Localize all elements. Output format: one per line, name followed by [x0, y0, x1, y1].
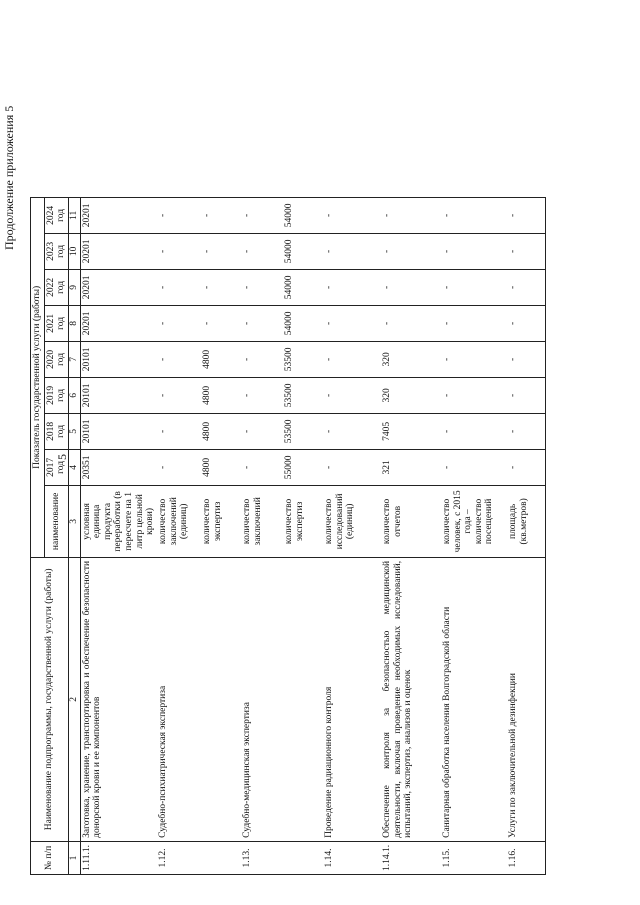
value-2020: 4800: [201, 341, 241, 377]
value-2018: 4800: [201, 413, 241, 449]
row-description: Судебно-медицинская экспертиза: [241, 557, 283, 841]
table-row: [241, 197, 283, 874]
value-2024: 20201: [80, 197, 157, 233]
value-2017: 55000: [283, 449, 323, 485]
value-2023: -: [381, 233, 441, 269]
value-2017: -: [323, 449, 381, 485]
header-year-2021: 2021 год: [44, 305, 68, 341]
continuation-label: Продолжение приложения 5: [2, 105, 16, 250]
value-2017: -: [441, 449, 507, 485]
value-2018: 53500: [283, 413, 323, 449]
row-description: Проведение радиационного контроля: [323, 557, 381, 841]
colnum-11: 11: [68, 197, 80, 233]
row-description: Заготовка, хранение, транспортировка и обеспечение безопасности донорской крови и ее компонентов: [80, 557, 157, 841]
value-2018: -: [507, 413, 546, 449]
colnum-2: 2: [68, 557, 80, 841]
value-2022: -: [241, 269, 283, 305]
value-2018: -: [241, 413, 283, 449]
value-2019: -: [323, 377, 381, 413]
row-unit: количество экспертиз: [283, 485, 323, 557]
value-2019: -: [157, 377, 201, 413]
value-2019: 320: [381, 377, 441, 413]
value-2023: -: [441, 233, 507, 269]
row-unit: количество отчетов: [381, 485, 441, 557]
row-description: [201, 557, 241, 841]
header-year-2018: 2018 год: [44, 413, 68, 449]
value-2024: -: [441, 197, 507, 233]
row-unit: количество человек, с 2015 года – количество посещений: [441, 485, 507, 557]
value-2022: -: [157, 269, 201, 305]
header-name: Наименование подпрограммы, государственной услуги (работы): [31, 557, 69, 841]
row-number: [283, 841, 323, 874]
value-2021: -: [323, 305, 381, 341]
value-2024: -: [201, 197, 241, 233]
value-2023: 20201: [80, 233, 157, 269]
header-year-2019: 2019 год: [44, 377, 68, 413]
value-2021: 54000: [283, 305, 323, 341]
colnum-3: 3: [68, 485, 80, 557]
row-number: 1.14.1.: [381, 841, 441, 874]
table-row: [323, 197, 381, 874]
table-row: [507, 197, 546, 874]
value-2022: 54000: [283, 269, 323, 305]
value-2017: -: [157, 449, 201, 485]
header-year-2017: 2017 год: [44, 449, 68, 485]
colnum-10: 10: [68, 233, 80, 269]
row-unit: количество заключений (единиц): [157, 485, 201, 557]
row-description: Обеспечение контроля за безопасностью медицинской деятельности, включая проведение необходимых исследований, испытаний, экспертиз, анализов и оценок: [381, 557, 441, 841]
row-unit: условная единица продукта переработки (в пересчете на 1 литр цельной крови): [80, 485, 157, 557]
table-row: [441, 197, 507, 874]
value-2018: -: [441, 413, 507, 449]
colnum-1: 1: [68, 841, 80, 874]
row-unit: количество заключений: [241, 485, 283, 557]
value-2022: -: [507, 269, 546, 305]
value-2020: 20101: [80, 341, 157, 377]
value-2024: -: [157, 197, 201, 233]
value-2024: -: [323, 197, 381, 233]
row-unit: количество экспертиз: [201, 485, 241, 557]
header-year-2023: 2023 год: [44, 233, 68, 269]
value-2019: 53500: [283, 377, 323, 413]
table-row: [80, 197, 157, 874]
row-description: Судебно-психиатрическая экспертиза: [157, 557, 201, 841]
value-2024: -: [241, 197, 283, 233]
value-2017: 4800: [201, 449, 241, 485]
value-2022: -: [381, 269, 441, 305]
value-2024: -: [507, 197, 546, 233]
value-2020: -: [507, 341, 546, 377]
table-row: [157, 197, 201, 874]
header-unit: наименование: [44, 485, 68, 557]
table-row: [381, 197, 441, 874]
value-2019: 20101: [80, 377, 157, 413]
value-2021: -: [441, 305, 507, 341]
value-2019: -: [441, 377, 507, 413]
value-2018: 20101: [80, 413, 157, 449]
row-number: 1.14.: [323, 841, 381, 874]
value-2021: -: [157, 305, 201, 341]
colnum-8: 8: [68, 305, 80, 341]
colnum-5: 5: [68, 413, 80, 449]
indicator-table: [30, 197, 546, 875]
value-2020: 53500: [283, 341, 323, 377]
value-2017: 20351: [80, 449, 157, 485]
value-2022: 20201: [80, 269, 157, 305]
value-2021: -: [241, 305, 283, 341]
value-2023: -: [157, 233, 201, 269]
value-2021: -: [381, 305, 441, 341]
header-indicator: Показатель государственной услуги (работы): [31, 197, 45, 557]
value-2017: -: [507, 449, 546, 485]
value-2019: -: [507, 377, 546, 413]
value-2023: -: [201, 233, 241, 269]
value-2018: -: [157, 413, 201, 449]
value-2019: 4800: [201, 377, 241, 413]
row-unit: площадь (кв.метров): [507, 485, 546, 557]
row-number: [201, 841, 241, 874]
value-2017: 321: [381, 449, 441, 485]
value-2022: -: [441, 269, 507, 305]
row-description: Санитарная обработка населения Волгоградской области: [441, 557, 507, 841]
row-unit: количество исследований (единиц): [323, 485, 381, 557]
row-number: 1.15.: [441, 841, 507, 874]
colnum-7: 7: [68, 341, 80, 377]
value-2018: 7405: [381, 413, 441, 449]
value-2021: -: [201, 305, 241, 341]
row-number: 1.16.: [507, 841, 546, 874]
table-row: [201, 197, 241, 874]
value-2023: -: [507, 233, 546, 269]
row-description: [283, 557, 323, 841]
page-number: 5: [55, 454, 69, 460]
colnum-9: 9: [68, 269, 80, 305]
header-year-2024: 2024 год: [44, 197, 68, 233]
value-2020: 320: [381, 341, 441, 377]
value-2024: -: [381, 197, 441, 233]
row-number: 1.12.: [157, 841, 201, 874]
value-2020: -: [157, 341, 201, 377]
header-year-2022: 2022 год: [44, 269, 68, 305]
value-2023: 54000: [283, 233, 323, 269]
value-2021: 20201: [80, 305, 157, 341]
header-year-2020: 2020 год: [44, 341, 68, 377]
value-2020: -: [241, 341, 283, 377]
colnum-6: 6: [68, 377, 80, 413]
value-2017: -: [241, 449, 283, 485]
row-number: 1.11.1.: [80, 841, 157, 874]
value-2021: -: [507, 305, 546, 341]
colnum-4: 4: [68, 449, 80, 485]
table-row: [283, 197, 323, 874]
value-2018: -: [323, 413, 381, 449]
value-2023: -: [241, 233, 283, 269]
value-2022: -: [201, 269, 241, 305]
header-no: № п/п: [31, 841, 69, 874]
row-description: Услуги по заключительной дезинфекции: [507, 557, 546, 841]
value-2022: -: [323, 269, 381, 305]
value-2024: 54000: [283, 197, 323, 233]
value-2023: -: [323, 233, 381, 269]
value-2020: -: [323, 341, 381, 377]
value-2019: -: [241, 377, 283, 413]
row-number: 1.13.: [241, 841, 283, 874]
value-2020: -: [441, 341, 507, 377]
